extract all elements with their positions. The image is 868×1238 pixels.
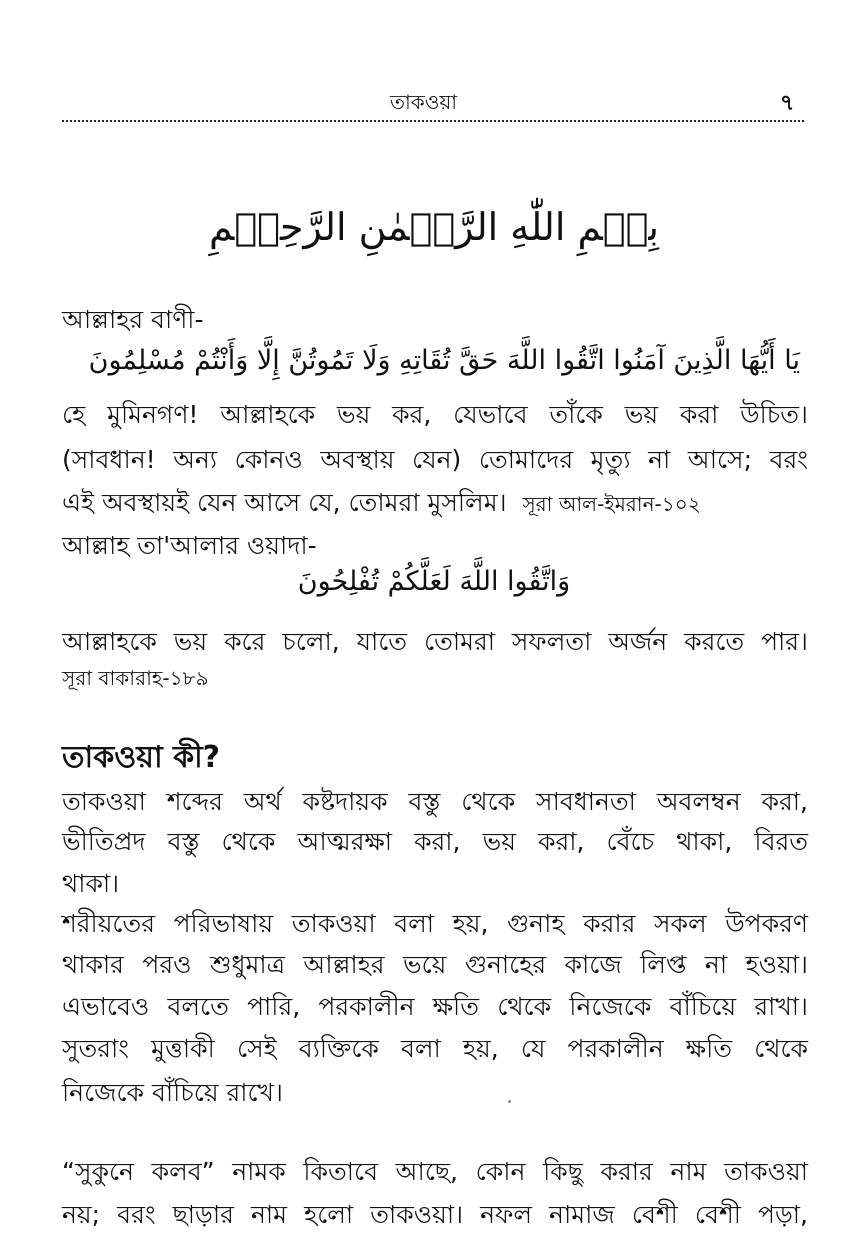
- header-dotted-rule: [62, 120, 804, 122]
- definition-line-8: নিজেকে বাঁচিয়ে রাখে।: [62, 1078, 283, 1107]
- definition-line-4: শরীয়তের পরিভাষায় তাকওয়া বলা হয়, গুনাহ করার সকল উপকরণ: [62, 909, 808, 938]
- paragraph-line-2: নয়; বরং ছাড়ার নাম হলো তাকওয়া। নফল নামাজ বেশী বেশী পড়া,: [62, 1200, 808, 1229]
- definition-line-3: থাকা।: [62, 869, 120, 898]
- translation-line-4: আল্লাহকে ভয় করে চলো, যাতে তোমরা সফলতা অর্জন করতে পার।: [62, 627, 808, 656]
- paper-speck: [508, 1100, 511, 1103]
- translation-line-3: [62, 483, 701, 526]
- arabic-verse-2: وَاتَّقُوا اللَّهَ لَعَلَّكُمْ تُفْلِحُونَ: [297, 566, 571, 597]
- basmala-calligraphy: بِسۡمِ اللّٰهِ الرَّحۡمٰنِ الرَّحِیۡمِ: [209, 205, 659, 249]
- definition-line-5: থাকার পরও শুধুমাত্র আল্লাহর ভয়ে গুনাহের কাজে লিপ্ত না হওয়া।: [62, 950, 808, 979]
- translation-line-3-text: এই অবস্থায়ই যেন আসে যে, তোমরা মুসলিম।: [62, 488, 507, 517]
- verse-reference-1: সূরা আল-ইমরান-১০২: [522, 492, 701, 516]
- arabic-verse-1: يَا أَيُّهَا الَّذِينَ آمَنُوا اتَّقُوا اللَّهَ حَقَّ تُقَاتِهِ وَلَا تَمُوتُنَّ إِلَّا وَأَنْتُمْ مُسْلِمُونَ: [88, 345, 800, 376]
- definition-line-2: ভীতিপ্রদ বস্তু থেকে আত্মরক্ষা করা, ভয় করা, বেঁচে থাকা, বিরত: [62, 827, 808, 856]
- running-header-title: তাকওয়া: [390, 90, 458, 114]
- definition-line-1: তাকওয়া শব্দের অর্থ কষ্টদায়ক বস্তু থেকে সাবধানতা অবলম্বন করা,: [62, 787, 808, 816]
- translation-line-1: হে মুমিনগণ! আল্লাহকে ভয় কর, যেভাবে তাঁকে ভয় করা উচিত।: [62, 400, 808, 429]
- page-number: ৭: [780, 91, 795, 116]
- definition-line-6: এভাবেও বলতে পারি, পরকালীন ক্ষতি থেকে নিজেকে বাঁচিয়ে রাখা।: [62, 992, 808, 1021]
- verse-intro-label: আল্লাহর বাণী-: [62, 305, 204, 334]
- definition-line-7: সুতরাং মুত্তাকী সেই ব্যক্তিকে বলা হয়, যে পরকালীন ক্ষতি থেকে: [62, 1034, 808, 1063]
- paragraph-line-1: “সুকুনে কলব” নামক কিতাবে আছে, কোন কিছু করার নাম তাকওয়া: [62, 1157, 808, 1186]
- promise-intro-label: আল্লাহ তা'আলার ওয়াদা-: [62, 531, 317, 560]
- section-heading: তাকওয়া কী?: [62, 740, 221, 775]
- verse-reference-2: সূরা বাকারাহ-১৮৯: [62, 666, 209, 690]
- translation-line-2: (সাবধান! অন্য কোনও অবস্থায় যেন) তোমাদের মৃত্যু না আসে; বরং: [62, 445, 808, 474]
